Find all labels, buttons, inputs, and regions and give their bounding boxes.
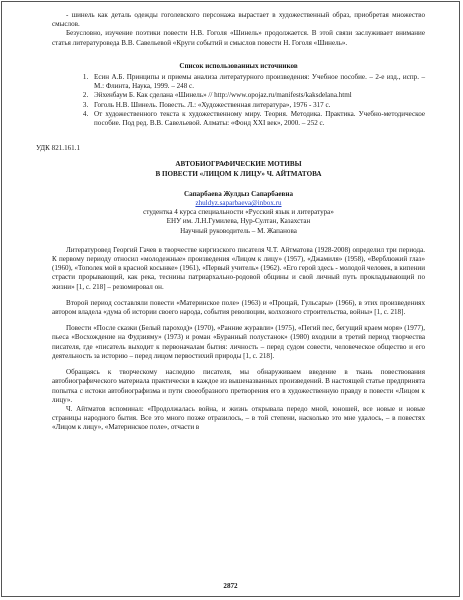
body-paragraph-gachev: Литературовед Георгий Гачев в творчестве киргизского писателя Ч.Т. Айтматова (1928-2008) определил три периода. К первому периоду относил «молодежные» произведения «Лицом к лицу» (1957), «Джамиля» (1958), «Верблюжий глаз» (1960), «Тополек мой в красной косынке» (1961), «Первый учитель» (1962). «Его герой здесь - молодой человек, в кипении страсти прорывающий, как река, теснины патриархально-родовой общины и свой личный путь прокладывающий по жизни» [1, с. 218] – резюмировал он. <box>52 245 425 291</box>
body-paragraph-third-period: Повести «После сказки (Белый пароход)» (1970), «Ранние журавли» (1975), «Пегий пес, бегущий краем моря» (1977), пьеса «Восхождение на Фудзияму» (1973) и роман «Буранный полустанок» (1980) входили в третий период творчества писателя, где «писатель выходит к первоначалам бытия: личность – перед судом совести, человеческое общество и его деятельность за историю – перед лицом первостихий природы [1, с. 218]. <box>52 324 425 360</box>
paragraph-shinel-detail: - шинель как деталь одежды гоголевского персонажа вырастает в художественный образ, приобретая множество смыслов. <box>52 11 425 29</box>
page-number: 2872 <box>223 582 238 590</box>
author-email-link[interactable]: zhuldyz.saparbaeva@inbox.ru <box>195 199 282 208</box>
reference-item: 1. Есин А.Б. Принципы и приемы анализа литературного произведения: Учебное пособие. – 2-е изд., испр. – М.: Флинта, Наука, 1999. – 248 с. <box>90 73 425 91</box>
references-title: Список использованных источников <box>179 61 298 70</box>
body-paragraph-aitmatov-quote: Ч. Айтматов вспоминал: «Продолжалась война, и жизнь открывала передо мной, юношей, все новые и новые страницы народного бытия. Все это много позже отразилось, – в той степени, насколько это мне удалось, – в повестях «Лицом к лицу», «Материнское поле», отчасти в <box>52 404 425 432</box>
author-name: Сапарбаева Жулдыз Сапарбаевна <box>184 189 293 198</box>
body-paragraph-second-period: Второй период составляли повести «Материнское поле» (1963) и «Прощай, Гульсары» (1966), в этих произведениях автором владела «дума об истории своего народа, события революции, колхозного строительства, войны» [1, с. 218]. <box>52 298 425 317</box>
author-affiliation-2: ЕНУ им. Л.Н.Гумилева, Нур-Султан, Казахстан <box>166 217 311 226</box>
references-list <box>52 73 425 128</box>
reference-item: 3. Гоголь Н.В. Шинель. Повесть. Л.: «Художественная литература», 1976 - 317 с. <box>90 101 425 110</box>
paragraph-savelyeva: Безусловно, изучение поэтики повести Н.В. Гоголя «Шинель» продолжается. В этой связи заслуживает внимание статья литературоведа В.В. Савельевой «Круги событий и смыслов повести Н. Гоголя «Шинель». <box>52 29 425 47</box>
document-frame <box>1 1 460 597</box>
reference-item: 2. Эйхенбаум Б. Как сделана «Шинель» // http://www.opojaz.ru/manifests/kaksdelana.html <box>90 91 425 100</box>
reference-item: 4. От художественного текста к художественному миру. Теория. Методика. Практика. Учебно-методическое пособие. Под ред. В.В. Савельевой. Алматы: «Фонд XXI век», 2000. – 252 с. <box>90 110 425 128</box>
document-page <box>36 11 425 433</box>
article-title-line-2: В ПОВЕСТИ «ЛИЦОМ К ЛИЦУ» Ч. АЙТМАТОВА <box>155 169 322 178</box>
body-paragraph-autobiography: Обращаясь к творческому наследию писателя, мы обнаруживаем введение в ткань повествования автобиографического материала практически в каждое из вышеназванных произведений. В настоящей статье предпринята попытка с истоки автобиографизма и пути своеобразного претворения его в художественную правду в повести «Лицом к лицу». <box>52 368 425 404</box>
author-affiliation-1: студентка 4 курса специальности «Русский язык и литература» <box>143 208 334 217</box>
supervisor: Научный руководитель – М. Жапанова <box>180 226 297 235</box>
udk-code: УДК 821.161.1 <box>36 144 81 153</box>
article-title-line-1: АВТОБИОГРАФИЧЕСКИЕ МОТИВЫ <box>175 160 302 169</box>
